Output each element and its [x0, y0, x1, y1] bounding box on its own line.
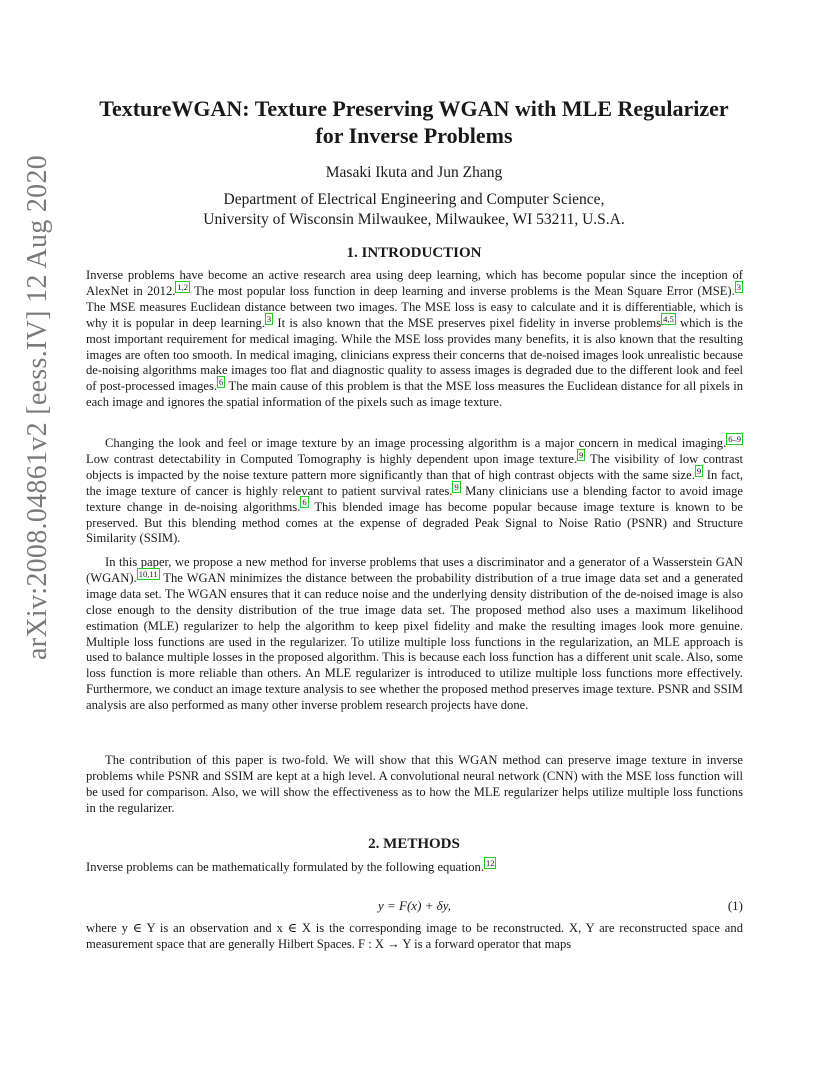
- citation-link[interactable]: 12: [485, 857, 495, 868]
- citation-link[interactable]: 6–9: [728, 433, 741, 444]
- authors: Masaki Ikuta and Jun Zhang: [325, 164, 503, 181]
- methods-paragraph-1: Inverse problems can be mathematically formulated by the following equation. $^{12}$: [86, 857, 495, 874]
- affiliation: [86, 190, 742, 230]
- intro-paragraph-4: The contribution of this paper is two-fold. We will show that this WGAN method can preserve image texture in inverse problems while PSNR and SSIM are kept at a high level. A convolutional neural network (CNN) with the MSE loss function will be used for comparison. Also, we will show the effectiveness as to how the MLE regularizer helps utilize multiple loss functions in the regularizer.: [86, 753, 743, 815]
- citation-link[interactable]: 4,5: [663, 313, 674, 324]
- citation-link[interactable]: 6: [219, 377, 224, 388]
- citation-link[interactable]: 9: [454, 481, 459, 492]
- equation-expression: y = F(x) + δy,: [377, 898, 452, 913]
- arxiv-side-stamp: arXiv:2008.04861v2 [eess.IV] 12 Aug 2020: [22, 154, 53, 660]
- section2-heading: 2. METHODS: [368, 836, 460, 852]
- citation-link[interactable]: 1,2: [177, 281, 189, 292]
- methods-paragraph-2: where y ∈ Y is an observation and x ∈ X is the corresponding image to be reconstructed. X, Y are reconstructed space and measurement space that are generally Hilbert Spaces. F : X → Y is a forward operator that maps: [86, 921, 743, 951]
- equation-1: [86, 898, 743, 914]
- citation-link[interactable]: 3: [736, 281, 741, 292]
- intro-paragraph-1: Inverse problems have become an active research area using deep learning, which has become popular since the inception of AlexNet in 2012. $^{1,2}$ The most popular loss function in deep learning and inverse problems is the Mean Square Error (MSE). $^3$ The MSE measures Euclidean distance between two images. The MSE loss is easy to calculate and it is differentiable, which is why it is popular in deep learning. $^3$ It is also known that the MSE preserves pixel fidelity in inverse problems $^{4,5}$ which is the most important requirement for medical imaging. While the MSE loss provides many benefits, it is also known that the resulting images are often too smooth. In medical imaging, clinicians express their concerns that de-noised images look unrealistic because de-noising algorithms make images too flat and diagnostic quality to assess images is degraded due to the different look and feel of post-processed images. $^6$ The main cause of this problem is that the MSE loss measures the Euclidean distance for all pixels in each image and ignores the spatial information of the pixels such as image texture.: [86, 268, 743, 410]
- affiliation-line2: University of Wisconsin Milwaukee, Milwaukee, WI 53211, U.S.A.: [203, 211, 625, 228]
- section1-heading: 1. INTRODUCTION: [346, 245, 482, 261]
- equation-number: (1): [727, 898, 743, 913]
- intro-paragraph-2: Changing the look and feel or image texture by an image processing algorithm is a major concern in medical imaging. $^{6-9}$ Low contrast detectability in Computed Tomography is highly dependent upon image texture. $^9$ The visibility of low contrast objects is impacted by the noise texture pattern more significantly than that of high contrast objects with the same size. $^9$ In fact, the image texture of cancer is highly relevant to patient survival rates. $^9$ Many clinicians use a blending factor to avoid image texture change in de-noising algorithms. $^6$ This blended image has become popular because image texture is known to be preserved. But this blending method comes at the expense of degraded Peak Signal to Noise Ratio (PSNR) and Structure Similarity (SSIM).: [86, 433, 743, 546]
- paper-title: TextureWGAN: Texture Preserving WGAN with MLE Regularizer for Inverse Problems: [99, 96, 729, 148]
- affiliation-line1: Department of Electrical Engineering and Computer Science,: [223, 191, 605, 208]
- citation-link[interactable]: 9: [579, 449, 584, 460]
- citation-link[interactable]: 9: [696, 465, 702, 476]
- citation-link[interactable]: 3: [266, 313, 272, 324]
- citation-link[interactable]: 6: [302, 497, 307, 508]
- citation-link[interactable]: 10,11: [138, 568, 158, 579]
- intro-paragraph-3: In this paper, we propose a new method for inverse problems that uses a discriminator and a generator of a Wasserstein GAN (WGAN). $^{10,11}$ The WGAN minimizes the distance between the probability distribution of a true image data set and a generated image data set. The WGAN ensures that it can reduce noise and the underlying density distribution of the de-noised image is also close enough to the density distribution of the true image data set. The proposed method also uses a maximum likelihood estimation (MLE) regularizer to help the algorithm to keep pixel fidelity and make the resulting images look more genuine. Multiple loss functions are used in the regularizer. To utilize multiple loss functions in the regularization, an MLE approach is used to balance multiple losses in the proposed algorithm. This is because each loss function has a different unit scale. Also, some loss function is more reliable than others. An MLE regularizer is introduced to utilize multiple loss functions more effectively. Furthermore, we conduct an image texture analysis to see whether the proposed method preserves image texture. PSNR and SSIM analysis are also performed as many other inverse problem research projects have done.: [86, 555, 743, 713]
